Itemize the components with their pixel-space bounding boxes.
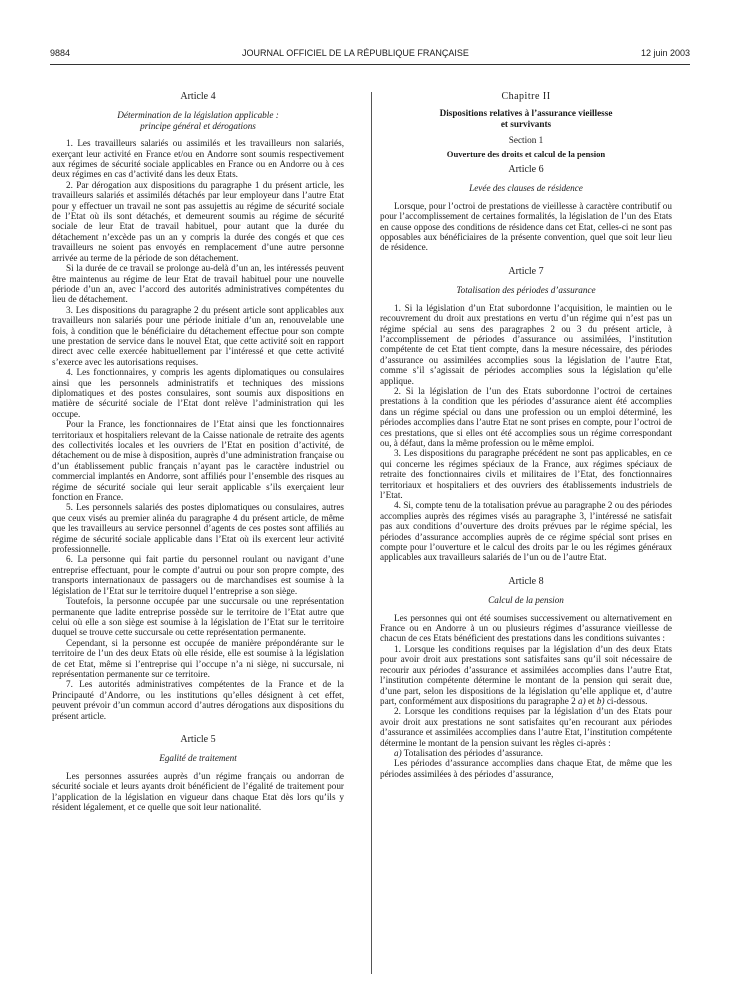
article-5-title: Article 5 [180,733,216,745]
article-7-subtitle: Totalisation des périodes d’assurance [456,285,596,296]
article-8-paragraph-1 [380,644,672,706]
article-4-paragraph: 4. Les fonctionnaires, y compris les agents diplomatiques ou consulaires ainsi que les personnels administratifs et techniques des missions diplomatiques et des postes consulaires, sont soumis aux dispositions en matière de sécurité sociale de l’Etat dont relève l’administration qui les occupe. [52,367,344,419]
article-7-paragraph: 2. Si la législation de l’un des Etats subordonne l’octroi de certaines prestations à la condition que les périodes d’assurance aient été accomplies dans un régime spécial ou dans une profession ou un emploi déterminé, les périodes accomplies dans l’autre Etat ne sont prises en compte, pour l’octroi de ces prestations, que si elles ont été accomplies sous un régime correspondant ou, à défaut, dans la même profession ou le même emploi. [380,385,672,448]
article-4-paragraph: 1. Les travailleurs salariés ou assimilés et les travailleurs non salariés, exerçant leur activité en France et/ou en Andorre sont soumis respectivement aux régimes de sécurité sociale applicables en France ou en Andorre ou à ces deux régimes en cas d’activité dans les deux Etats. [52,138,344,180]
article-7-paragraph: 3. Les dispositions du paragraphe précédent ne sont pas applicables, en ce qui concerne les régimes spéciaux de la France, aux régimes spéciaux de retraite des fonctionnaires civils et militaires de l’Etat, des fonctionnaires territoriaux et hospitaliers et des ouvriers des établissements industriels de l’Etat. [380,448,672,500]
article-6-title: Article 6 [508,164,544,176]
publication-date: 12 juin 2003 [640,48,690,58]
article-8-paragraph-1-main: 1. Lorsque les conditions requises par la législation d’un des deux Etats pour avoir droit aux prestations sont satisfaites sans qu’il soit nécessaire de recourir aux périodes d’assurance et assimilées accomplies dans l’autre Etat, l’institution compétente détermine le montant de la pension qui serait due, d’une part, selon les dispositions de la législation qu’elle applique et, d’autre part, conformément aux dispositions du paragraphe 2 [380,643,672,706]
article-8-item-a [380,748,672,758]
article-4-paragraph: 6. La personne qui fait partie du personnel roulant ou navigant d’une entreprise effectuant, pour le compte d’autrui ou pour son propre compte, des transports internationaux de passagers ou de marchandises est soumise à la législation de l’Etat sur le territoire duquel l’entreprise a son siège. [52,554,344,596]
column-divider [371,92,372,974]
ref-b: b) [596,695,605,706]
article-7-paragraph: 1. Si la législation d’un Etat subordonne l’acquisition, le maintien ou le recouvrement du droit aux prestations en vertu d’un régime qui n’est pas un régime spécial au sens des paragraphes 2 ou 3 du présent article, à l’accomplissement de périodes d’assurance ou assimilées, l’institution compétente de cet Etat tient compte, dans la mesure nécessaire, des périodes d’assurance ou assimilées accomplies sous la législation de l’autre Etat, comme s’il s’agissait de périodes accomplies sous la législation qu’elle applique. [380,302,672,386]
article-4-paragraph: 5. Les personnels salariés des postes diplomatiques ou consulaires, autres que ceux visés au premier alinéa du paragraphe 4 du présent article, de même que les travailleurs au service personnel d’agents de ces postes sont affiliés au régime de sécurité sociale applicable dans l’Etat où ils exercent leur activité professionnelle. [52,502,344,555]
article-4-subtitle [52,110,344,131]
article-4-title: Article 4 [180,91,216,102]
page-header [50,48,690,58]
article-4-paragraph: Si la durée de ce travail se prolonge au-delà d’un an, les intéressés peuvent être maintenus au régime de leur Etat de travail habituel pour une nouvelle période d’un an, avec l’accord des autorités administratives compétentes du lieu de détachement. [52,263,344,305]
chapter-label: Chapitre II [501,91,551,102]
article-7-paragraph: 4. Si, compte tenu de la totalisation prévue au paragraphe 2 ou des périodes accomplies auprès des régimes visés au paragraphe 3, l’intéressé ne satisfait pas aux conditions d’ouverture des droits prévues par le régime spécial, les périodes d’assurance accomplies auprès de ce régime spécial sont prises en compte pour l’ouverture et le calcul des droits par le ou les régimes généraux applicables aux travailleurs salariés de l’un ou de l’autre Etat. [380,500,672,563]
article-4-paragraph: Cependant, si la personne est occupée de manière prépondérante sur le territoire de l’un des deux Etats où elle réside, elle est soumise à la législation de cet Etat, même si l’entreprise qui l’occupe n’a ni siège, ni succursale, ni représentation permanente sur ce territoire. [52,637,344,679]
article-8-paragraph-last: Les périodes d’assurance accomplies dans chaque Etat, de même que les périodes assimilées à des périodes d’assurance, [380,758,672,779]
article-7-title: Article 7 [508,265,544,277]
chapter-title-line-2: et survivants [500,118,552,129]
article-4-subtitle-line-2: principe général et dérogations [140,120,256,131]
item-a-label: a) [394,747,402,758]
ref-a: a) [578,695,586,706]
article-4-paragraph: Pour la France, les fonctionnaires de l’Etat ainsi que les fonctionnaires territoriaux et hospitaliers relevant de la Caisse nationale de retraite des agents des collectivités locales et les ouvriers de l’Etat en position d’activité, de détachement ou de mise à disposition, auprès d’une administration française ou d’un établissement public français n’ayant pas le caractère industriel ou commercial implantés en Andorre, sont affiliés pour l’ensemble des risques au régime de sécurité sociale qui leur serait applicable s’ils exerçaient leur fonction en France. [52,419,344,503]
article-5-subtitle: Egalité de traitement [159,753,237,764]
article-6-paragraph: Lorsque, pour l’octroi de prestations de vieillesse à caractère contributif ou pour l’accomplissement de certaines formalités, la législation de l’un des Etats en cause oppose des conditions de résidence dans cet Etat, celles-ci ne sont pas opposables aux bénéficiaires de la présente convention, quel que soit leur lieu de résidence. [380,200,672,253]
article-5-paragraph: Les personnes assurées auprès d’un régime français ou andorran de sécurité sociale et leurs ayants droit bénéficient de l’égalité de traitement pour l’application de la législation en vigueur dans chaque Etat dès lors qu’ils y résident légalement, et ce quelle que soit leur nationalité. [52,770,344,812]
item-a-text: Totalisation des périodes d’assurance. [403,747,543,758]
article-8-subtitle: Calcul de la pension [488,595,564,606]
article-4-paragraph: 3. Les dispositions du paragraphe 2 du présent article sont applicables aux travailleurs non salariés pour une période initiale d’un an, renouvelable une fois, à condition que le bénéficiaire du détachement effectue pour son compte une prestation de service dans le nouvel Etat, que cette activité soit en rapport direct avec celle exercée habituellement par l’intéressé et que cette activité s’exerce avec les autorisations requises. [52,304,344,367]
chapter-title [380,108,672,129]
header-rule [50,64,690,65]
chapter-title-line-1: Dispositions relatives à l’assurance vieillesse [439,108,613,119]
article-8-title: Article 8 [508,575,544,587]
article-8-paragraph-2: 2. Lorsque les conditions requises par la législation d’un des Etats pour avoir droit aux prestations ne sont satisfaites qu’en recourant aux périodes d’assurance et assimilées accomplies dans l’autre Etat, l’institution compétente détermine le montant de la pension suivant les règles ci-après : [380,706,672,748]
article-6-subtitle: Levée des clauses de résidence [469,183,583,194]
article-4-paragraph: 2. Par dérogation aux dispositions du paragraphe 1 du présent article, les travailleurs salariés et assimilés détachés par leur employeur dans l’autre Etat pour y effectuer un travail ne sont pas assujettis au régime de sécurité sociale de l’Etat où ils sont détachés, et demeurent soumis au régime de sécurité sociale de leur Etat de travail habituel, pour autant que la durée du détachement n’excède pas un an y compris la durée des congés et que ces travailleurs ne soient pas envoyés en remplacement d’une autre personne arrivée au terme de la période de son détachement. [52,179,344,263]
page-number: 9884 [50,48,71,58]
article-8-paragraph-1-end: ci-dessous. [606,695,648,706]
article-4-paragraph: Toutefois, la personne occupée par une succursale ou une représentation permanente que ladite entreprise possède sur le territoire de l’Etat autre que celui où elle a son siège est soumise à la législation de l’Etat sur le territoire duquel se trouve cette succursale ou cette représentation permanente. [52,596,344,638]
article-8-intro: Les personnes qui ont été soumises successivement ou alternativement en France ou en Andorre à un ou plusieurs régimes d’assurance vieillesse de chacun de ces Etats bénéficient des prestations dans les conditions suivantes : [380,612,672,644]
article-4-subtitle-line-1: Détermination de la législation applicable : [117,110,279,121]
left-column [52,92,344,812]
journal-title: JOURNAL OFFICIEL DE LA RÉPUBLIQUE FRANÇAISE [242,48,469,58]
section-label: Section 1 [508,135,544,146]
right-column [380,92,672,779]
section-title: Ouverture des droits et calcul de la pension [446,148,606,159]
article-4-paragraph: 7. Les autorités administratives compétentes de la France et de la Principauté d’Andorre, ou les institutions qu’elles désignent à cet effet, peuvent prévoir d’un commun accord d’autres dérogations aux dispositions du présent article. [52,679,344,721]
ref-and: et [587,695,595,706]
